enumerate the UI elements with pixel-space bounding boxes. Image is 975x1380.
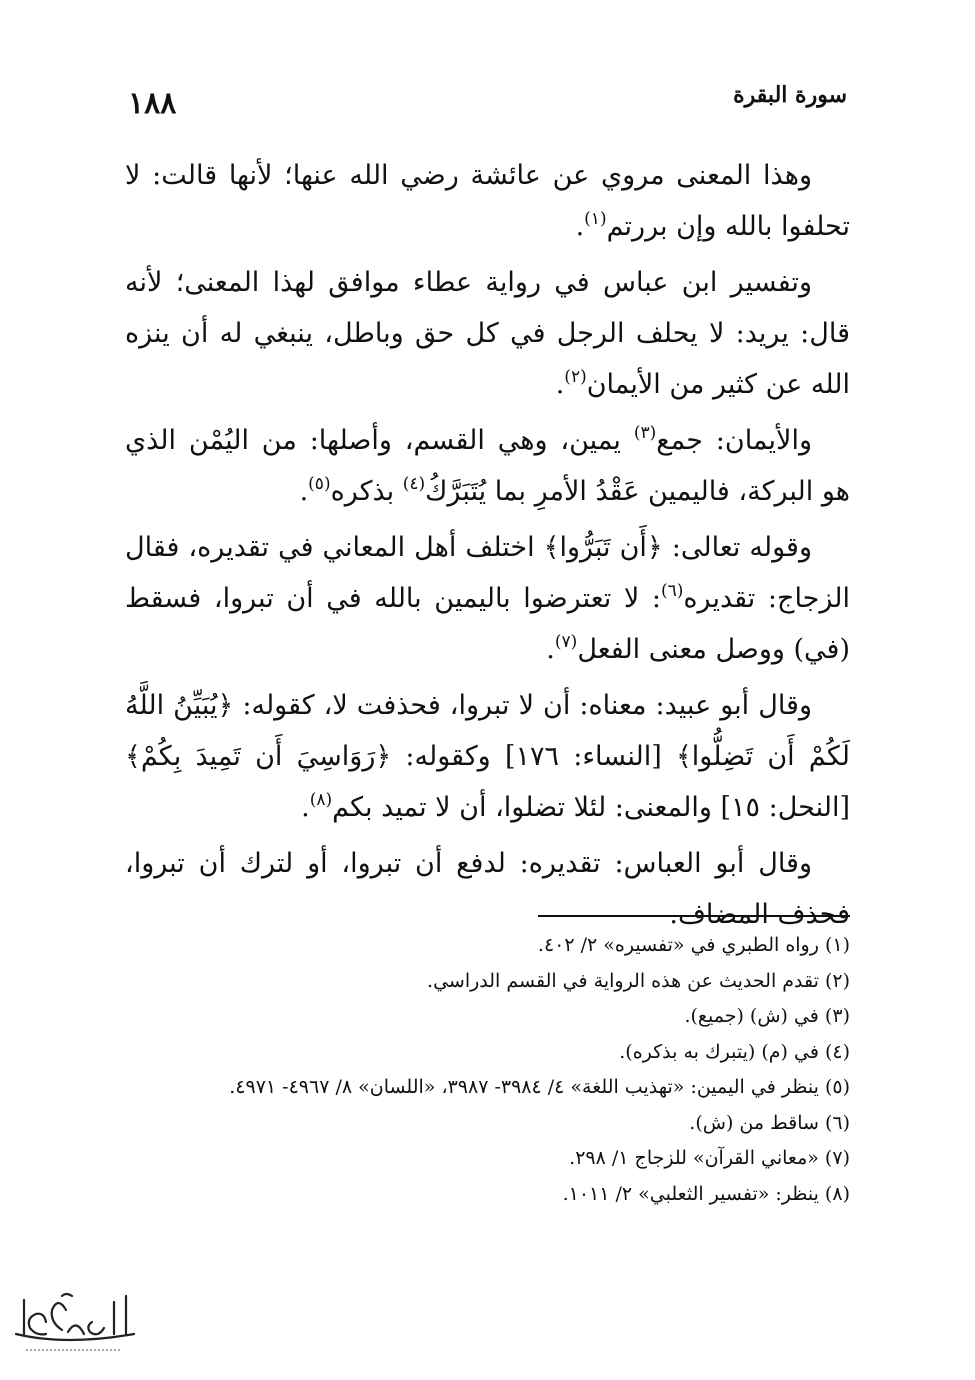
quran-verse: ﴿رَوَاسِيَ أَن تَمِيدَ بِكُمْ﴾	[125, 741, 392, 772]
footnote-7: (٧) «معاني القرآن» للزجاج ١/ ٢٩٨.	[569, 1147, 850, 1169]
paragraph-3	[125, 415, 850, 517]
footnote-ref: (٨)	[309, 790, 333, 810]
paragraph-text: والأيمان: جمع	[656, 425, 812, 456]
paragraph-text: [النحل: ١٥] والمعنى: لئلا تضلوا، أن لا تميد بكم	[332, 792, 850, 823]
paragraph-text: وقوله تعالى:	[662, 532, 812, 563]
quran-verse: ﴿أَن تَبَرُّوا﴾	[543, 532, 663, 563]
paragraph-text: : لا تعترضوا باليمين بالله في أن تبروا، فسقط (في) ووصل معنى الفعل	[125, 583, 850, 665]
footnote-ref: (٧)	[554, 632, 578, 652]
footnote-2: (٢) تقدم الحديث عن هذه الرواية في القسم الدراسي.	[427, 969, 850, 992]
paragraph-1	[125, 150, 850, 252]
footnote-6: (٦) ساقط من (ش).	[689, 1111, 850, 1134]
paragraph-text: .	[301, 792, 310, 823]
paragraph-text: وقال أبو عبيد: معناه: أن لا تبروا، فحذفت لا، كقوله:	[233, 690, 812, 721]
footnote-divider	[538, 915, 850, 917]
paragraph-text: .	[575, 211, 585, 242]
footnote-ref: (٦)	[660, 581, 684, 601]
footnote-3: (٣) في (ش) (جميع).	[684, 1005, 850, 1027]
footnote-ref: (٣)	[633, 423, 657, 443]
paragraph-text: وهذا المعنى مروي عن عائشة رضي الله عنها؛ لأنها قالت: لا تحلفوا بالله وإن بررتم	[125, 160, 850, 242]
paragraph-text: [النساء: ١٧٦] وكقوله:	[391, 741, 676, 772]
page-number: ١٨٨	[128, 86, 177, 121]
footnote-4: (٤) في (م) (يتبرك به بذكره).	[619, 1040, 850, 1063]
paragraph-5	[125, 680, 850, 833]
paragraph-text: اختلف أهل المعاني في تقديره، فقال الزجاج: تقديره	[125, 532, 850, 614]
footnotes	[125, 928, 850, 1212]
paragraph-text: بذكره	[330, 476, 403, 507]
paragraph-text: .	[299, 476, 309, 507]
footnote-ref: (٢)	[564, 367, 587, 387]
footnote-8: (٨) ينظر: «تفسير الثعلبي» ٢/ ١٠١١.	[562, 1182, 850, 1205]
watermark-logo	[6, 1288, 141, 1358]
paragraph-text: .	[546, 634, 555, 665]
paragraph-text: .	[555, 369, 565, 400]
footnote-ref: (٤)	[402, 474, 426, 494]
main-text	[125, 150, 850, 945]
calligraphy-logo-icon	[6, 1288, 141, 1358]
footnote-5: (٥) ينظر في اليمين: «تهذيب اللغة» ٤/ ٣٩٨٤- ٣٩٨٧، «اللسان» ٨/ ٤٩٦٧- ٤٩٧١.	[229, 1076, 850, 1098]
paragraph-text: وتفسير ابن عباس في رواية عطاء موافق لهذا المعنى؛ لأنه قال: يريد: لا يحلف الرجل في كل حق وباطل، ينبغي له أن ينزه الله عن كثير من الأيمان	[125, 267, 850, 400]
quran-verse: ﴿يُبَيِّنُ اللَّهُ لَكُمْ أَن تَضِلُّوا﴾	[125, 690, 851, 772]
footnote-1: (١) رواه الطبري في «تفسيره» ٢/ ٤٠٢.	[537, 934, 850, 956]
footnote-ref: (٥)	[308, 474, 331, 494]
surah-title: سورة البقرة	[733, 82, 847, 108]
paragraph-text: وقال أبو العباس: تقديره: لدفع أن تبروا، أو لترك أن تبروا، فحذف المضاف.	[125, 848, 850, 930]
paragraph-2	[125, 257, 850, 410]
footnote-ref: (١)	[584, 209, 607, 229]
paragraph-text: يمين، وهي القسم، وأصلها: من اليُمْن الذي هو البركة، فاليمين عَقْدُ الأمرِ بما يُتَبَرَّكُ	[125, 425, 850, 507]
paragraph-4	[125, 522, 850, 675]
page-header	[128, 82, 847, 122]
paragraph-6	[125, 838, 850, 940]
